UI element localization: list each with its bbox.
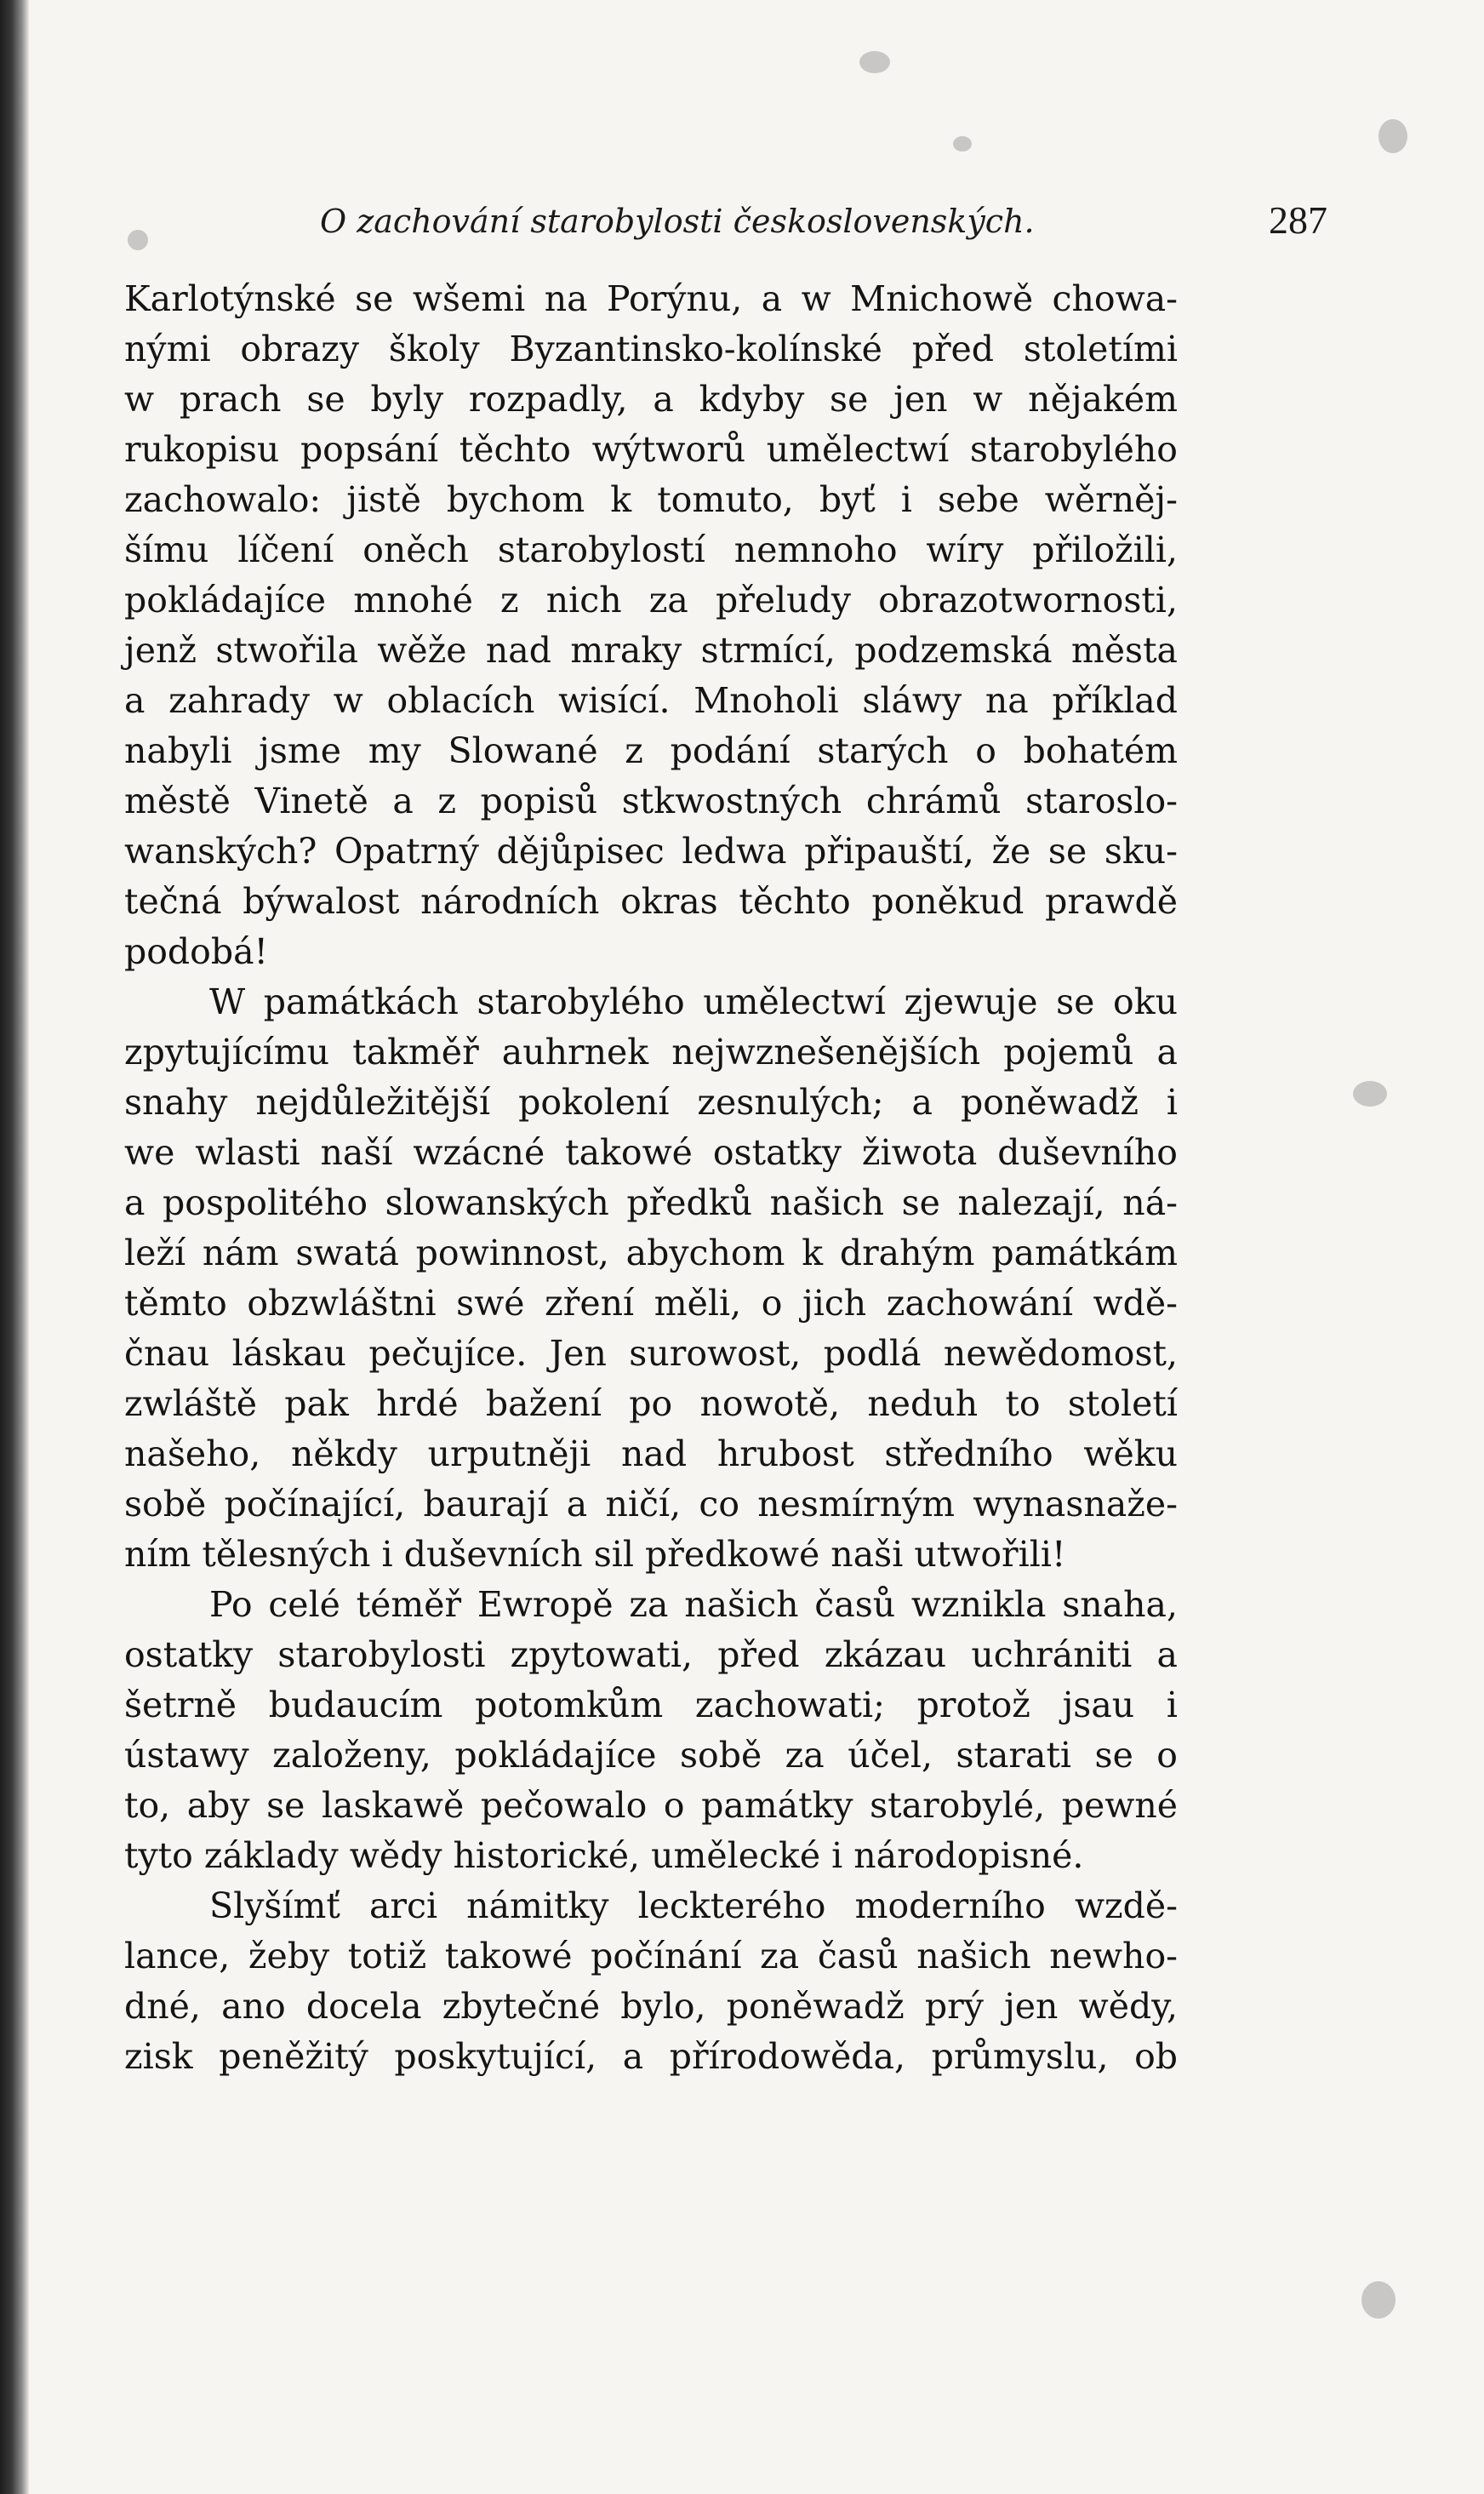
paper-speck [859,51,890,73]
text-line: nabyli jsme my Slowané z podání starých o bohatém [124,730,1178,771]
text-line: ostatky starobylosti zpytowati, před zkázau uchrániti a [124,1634,1178,1675]
text-line: nými obrazy školy Byzantinsko-kolínské před stoletími [124,329,1178,369]
text-line: Slyšímť arci námitky leckterého moderního wzdě- [209,1885,1178,1926]
text-line: těmto obzwláštni swé zření měli, o jich zachowání wdě- [124,1283,1178,1324]
text-line: a zahrady w oblacích wisící. Mnoholi sláwy na příklad [124,680,1178,721]
paper-speck [1353,1081,1387,1107]
text-line: tečná býwalost národních okras těchto poněkud prawdě [124,881,1178,922]
text-line: zachowalo: jistě bychom k tomuto, byť i sebe wěrněj- [124,479,1178,520]
text-line: zisk peněžitý poskytující, a přírodowěda, průmyslu, ob [124,2036,1178,2077]
page-number: 287 [1269,198,1327,242]
running-title: O zachování starobylosti československých. [320,203,1035,240]
text-line: rukopisu popsání těchto wýtworů umělectwí starobylého [124,429,1178,470]
text-line: lance, žeby totiž takowé počínání za časů našich newho- [124,1936,1178,1976]
text-line: zpytujícímu takměř auhrnek nejwznešenějších pojemů a [124,1032,1178,1073]
text-line: šímu líčení oněch starobylostí nemnoho wíry přiložili, [124,529,1178,570]
text-line: leží nám swatá powinnost, abychom k drahým památkám [124,1233,1178,1273]
text-line: šetrně budaucím potomkům zachowati; protož jsau i [124,1685,1178,1725]
text-line: we wlasti naší wzácné takowé ostatky žiwota duševního [124,1132,1178,1173]
text-line: zwláště pak hrdé bažení po nowotě, neduh to století [124,1383,1178,1424]
text-line: snahy nejdůležitější pokolení zesnulých; a poněwadž i [124,1082,1178,1123]
text-line: Po celé téměř Ewropě za našich časů wznikla snaha, [209,1584,1178,1625]
text-line: W památkách starobylého umělectwí zjewuje se oku [209,981,1178,1022]
paper-speck [1361,2281,1396,2319]
text-line: našeho, někdy urputněji nad hrubost středního wěku [124,1433,1178,1474]
text-line: wanských? Opatrný dějůpisec ledwa připauští, že se sku- [124,831,1178,872]
running-head [119,197,1327,257]
text-line: Karlotýnské se wšemi na Porýnu, a w Mnichowě chowa- [124,278,1178,319]
text-line: to, aby se laskawě pečowalo o památky starobylé, pewné [124,1785,1178,1826]
text-line: ním tělesných i duševních sil předkowé naši utwořili! [124,1534,1066,1575]
text-line: jenž stwořila wěže nad mraky strmící, podzemská města [124,630,1178,671]
body-text [124,274,1178,2082]
text-line: podobá! [124,931,269,972]
paper-speck [953,136,972,152]
text-line: ústawy založeny, pokládajíce sobě za účel, starati se o [124,1735,1178,1776]
text-line: dné, ano docela zbytečné bylo, poněwadž prý jen wědy, [124,1986,1178,2027]
text-line: w prach se byly rozpadly, a kdyby se jen w nějakém [124,379,1178,420]
text-line: pokládajíce mnohé z nich za přeludy obrazotwornosti, [124,580,1178,621]
text-line: a pospolitého slowanských předků našich se nalezají, ná- [124,1182,1178,1223]
text-line: čnau láskau pečujíce. Jen surowost, podlá newědomost, [124,1333,1178,1374]
text-line: městě Vinetě a z popisů stkwostných chrámů staroslo- [124,781,1178,821]
paper-speck [1378,119,1407,153]
binding-edge [0,0,29,2494]
text-line: tyto základy wědy historické, umělecké i národopisné. [124,1835,1084,1876]
text-line: sobě počínající, baurají a ničí, co nesmírným wynasnaže- [124,1484,1178,1524]
